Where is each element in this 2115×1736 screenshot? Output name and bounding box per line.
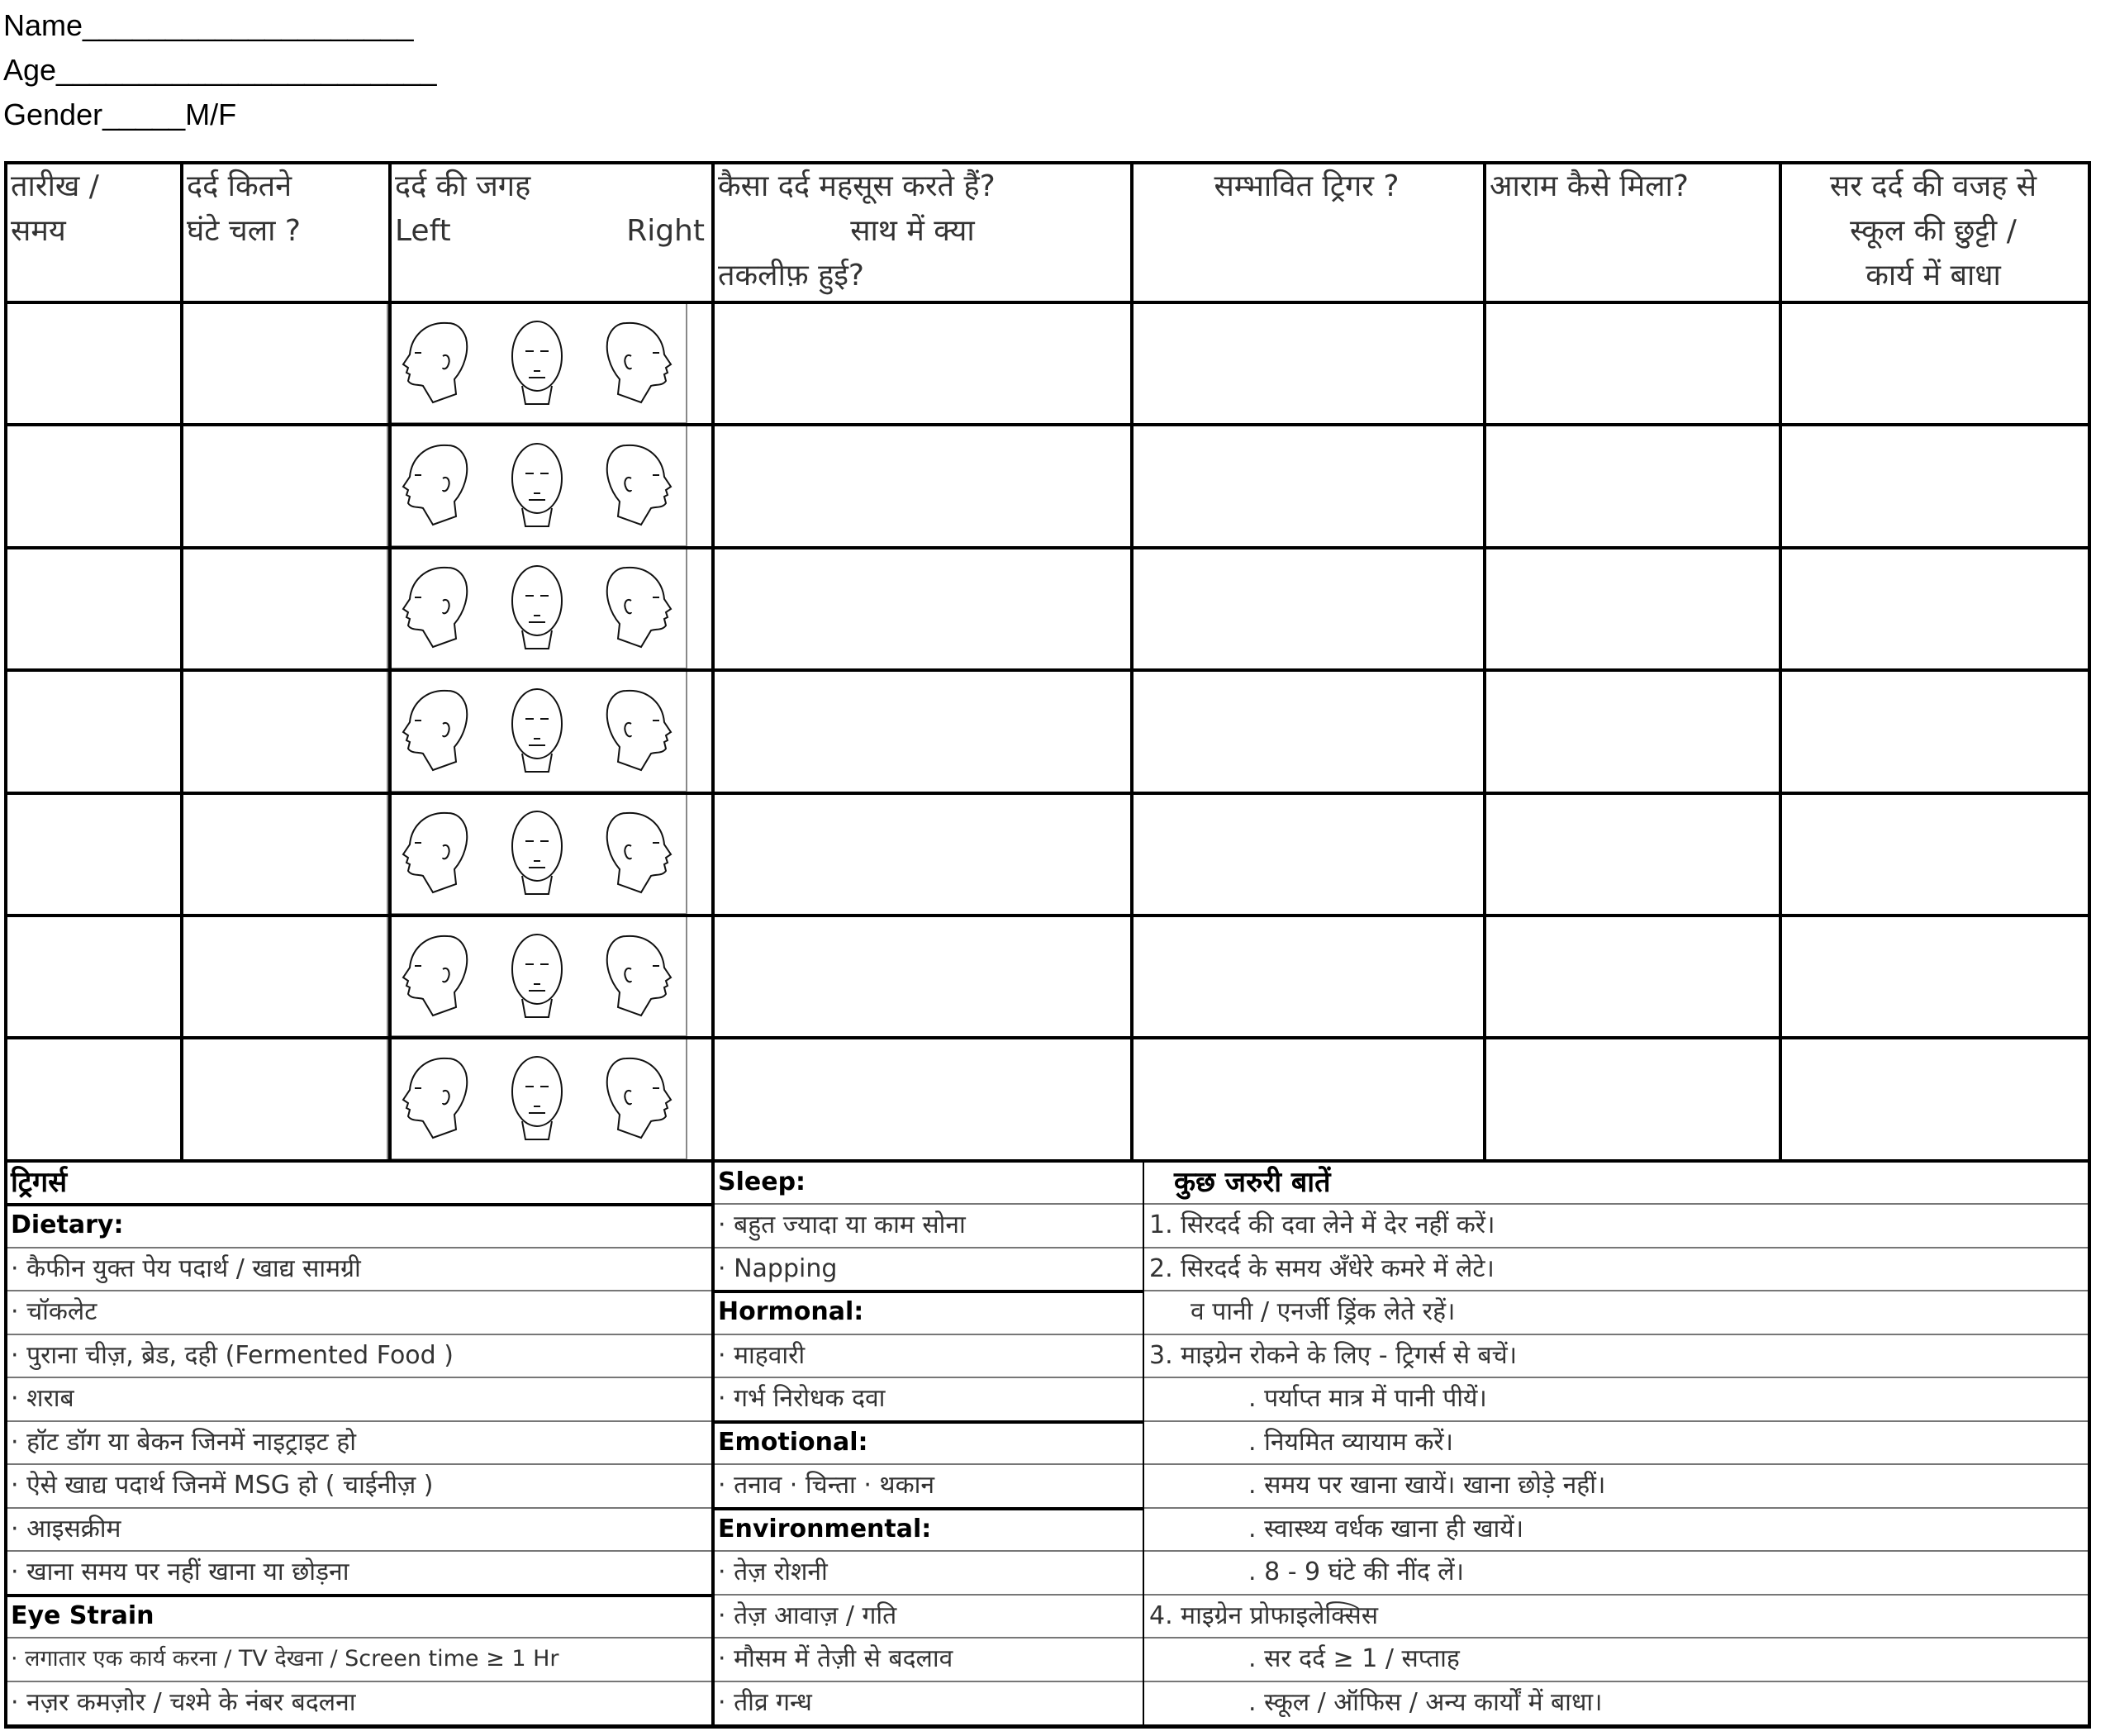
- row-divider: [1143, 1507, 2088, 1509]
- row-divider: [711, 1290, 1143, 1293]
- trigger-item: · हॉट डॉग या बेकन जिनमें नाइट्राइट हो: [11, 1427, 357, 1457]
- column-divider: [388, 161, 392, 1161]
- row-divider: [711, 1203, 1143, 1205]
- entry-cell-date-time[interactable]: [4, 1036, 180, 1158]
- row-divider: [1143, 1334, 2088, 1335]
- header-line: दर्द कितने: [187, 169, 292, 203]
- row-divider: [711, 1681, 1143, 1682]
- patient-fields: [3, 3, 437, 137]
- entry-cell-absence[interactable]: [1779, 301, 2088, 423]
- entry-cell-relief[interactable]: [1483, 301, 1779, 423]
- entry-cell-relief[interactable]: [1483, 546, 1779, 668]
- header-pain-type: [711, 163, 1130, 302]
- entry-cell-duration[interactable]: [180, 546, 388, 668]
- entry-cell-triggers[interactable]: [1130, 1036, 1483, 1158]
- row-divider: [711, 1594, 1143, 1596]
- head-diagram[interactable]: [387, 423, 687, 546]
- entry-cell-date-time[interactable]: [4, 423, 180, 545]
- important-note-item: . समय पर खाना खायें। खाना छोड़े नहीं।: [1248, 1471, 1606, 1501]
- row-divider: [4, 1594, 711, 1597]
- row-divider: [1143, 1247, 2088, 1248]
- row-divider: [4, 792, 2090, 795]
- important-note-item: . स्कूल / ऑफिस / अन्य कार्यों में बाधा।: [1248, 1687, 1603, 1717]
- trigger-category-heading: Sleep:: [718, 1168, 806, 1196]
- name-field[interactable]: Name____________________: [3, 8, 414, 42]
- column-divider: [2088, 1159, 2091, 1729]
- trigger-item: · तेज़ आवाज़ / गति: [718, 1600, 897, 1630]
- row-divider: [4, 1290, 711, 1291]
- important-notes-title: कुछ जरुरी बातें: [1174, 1166, 1331, 1199]
- important-note-item: व पानी / एनर्जी ड्रिंक लेते रहें।: [1191, 1297, 1456, 1327]
- entry-cell-date-time[interactable]: [4, 668, 180, 791]
- important-note-item: 1. सिरदर्द की दवा लेने में देर नहीं करें।: [1149, 1210, 1495, 1240]
- trigger-category-heading: Environmental:: [718, 1514, 932, 1543]
- trigger-item: · लगातार एक कार्य करना / TV देखना / Screen time ≥ 1 Hr: [11, 1646, 559, 1672]
- row-divider: [4, 1334, 711, 1335]
- head-diagram[interactable]: [387, 301, 687, 424]
- entry-cell-triggers[interactable]: [1130, 668, 1483, 791]
- row-divider: [4, 1550, 711, 1552]
- entry-cell-relief[interactable]: [1483, 914, 1779, 1036]
- header-line: तकलीफ़ हुई?: [718, 259, 864, 293]
- triggers-title: ट्रिगर्स: [11, 1166, 68, 1199]
- head-front-icon[interactable]: [496, 926, 578, 1025]
- head-right-profile-icon[interactable]: [595, 313, 677, 412]
- entry-cell-pain-type[interactable]: [711, 301, 1130, 423]
- row-divider: [711, 1463, 1143, 1465]
- header-line: सर दर्द की वजह से: [1829, 169, 2037, 203]
- row-divider: [4, 1463, 711, 1465]
- head-diagram[interactable]: [387, 1036, 687, 1159]
- header-line: घंटे चला ?: [187, 214, 302, 248]
- column-divider: [1143, 1159, 1144, 1729]
- row-divider: [4, 423, 2090, 426]
- header-triggers: [1130, 163, 1483, 302]
- entry-cell-relief[interactable]: [1483, 1036, 1779, 1158]
- column-divider: [2088, 161, 2091, 1161]
- entry-cell-absence[interactable]: [1779, 668, 2088, 791]
- trigger-item: · बहुत ज्यादा या काम सोना: [718, 1210, 966, 1240]
- head-front-icon[interactable]: [496, 558, 578, 657]
- head-right-profile-icon[interactable]: [595, 1049, 677, 1148]
- row-divider: [4, 546, 2090, 549]
- head-diagram[interactable]: [387, 914, 687, 1037]
- column-divider: [180, 161, 183, 1161]
- row-divider: [4, 1681, 711, 1682]
- row-divider: [1143, 1637, 2088, 1638]
- entry-cell-date-time[interactable]: [4, 792, 180, 914]
- important-note-item: 4. माइग्रेन प्रोफाइलेक्सिस: [1149, 1600, 1379, 1630]
- row-divider: [4, 1507, 711, 1509]
- header-line: साथ में क्या: [718, 214, 975, 248]
- row-divider: [4, 1377, 711, 1378]
- entry-cell-triggers[interactable]: [1130, 914, 1483, 1036]
- row-divider: [4, 1247, 711, 1248]
- entry-cell-absence[interactable]: [1779, 546, 2088, 668]
- column-divider: [1130, 161, 1134, 1161]
- row-divider: [4, 1420, 711, 1422]
- trigger-item: · तीव्र गन्ध: [718, 1687, 812, 1717]
- table-border: [4, 161, 2090, 164]
- entry-cell-date-time[interactable]: [4, 301, 180, 423]
- head-left-profile-icon[interactable]: [397, 313, 479, 412]
- head-left-profile-icon[interactable]: [397, 435, 479, 535]
- head-left-profile-icon[interactable]: [397, 926, 479, 1025]
- row-divider: [1143, 1290, 2088, 1291]
- header-divider: [4, 301, 2090, 304]
- column-divider: [1779, 161, 1782, 1161]
- header-line: समय: [11, 214, 66, 248]
- header-date-time: [4, 163, 180, 302]
- entry-cell-pain-type[interactable]: [711, 423, 1130, 545]
- row-divider: [4, 1203, 711, 1206]
- trigger-category-heading: Emotional:: [718, 1427, 868, 1457]
- entry-cell-duration[interactable]: [180, 914, 388, 1036]
- entry-cell-relief[interactable]: [1483, 423, 1779, 545]
- important-note-item: . सर दर्द ≥ 1 / सप्ताह: [1248, 1644, 1460, 1674]
- head-left-profile-icon[interactable]: [397, 1049, 479, 1148]
- row-divider: [4, 914, 2090, 917]
- head-diagram[interactable]: [387, 546, 687, 669]
- head-right-profile-icon[interactable]: [595, 681, 677, 780]
- header-line: दर्द की जगह: [395, 169, 531, 203]
- head-diagram[interactable]: [387, 792, 687, 915]
- row-divider: [1143, 1463, 2088, 1465]
- entry-cell-pain-type[interactable]: [711, 1036, 1130, 1158]
- row-divider: [711, 1334, 1143, 1335]
- column-divider: [711, 161, 715, 1161]
- head-front-icon[interactable]: [496, 681, 578, 780]
- trigger-item: · पुराना चीज़, ब्रेड, दही (Fermented Food ): [11, 1340, 454, 1370]
- age-field[interactable]: Age_______________________: [3, 53, 437, 87]
- trigger-item: · कैफीन युक्त पेय पदार्थ / खाद्य सामग्री: [11, 1253, 361, 1283]
- entry-cell-relief[interactable]: [1483, 668, 1779, 791]
- row-divider: [711, 1507, 1143, 1510]
- row-divider: [711, 1377, 1143, 1378]
- entry-cell-triggers[interactable]: [1130, 546, 1483, 668]
- entry-cell-duration[interactable]: [180, 301, 388, 423]
- row-divider: [4, 668, 2090, 672]
- important-note-item: 3. माइग्रेन रोकने के लिए - ट्रिगर्स से बचें।: [1149, 1340, 1518, 1370]
- entry-cell-duration[interactable]: [180, 1036, 388, 1158]
- entry-cell-absence[interactable]: [1779, 423, 2088, 545]
- trigger-item: · तनाव · चिन्ता · थकान: [718, 1471, 935, 1501]
- row-divider: [711, 1550, 1143, 1552]
- column-divider: [4, 161, 7, 1161]
- header-line: तारीख /: [11, 169, 99, 203]
- trigger-item: · ऐसे खाद्य पदार्थ जिनमें MSG हो ( चाईनीज़ ): [11, 1471, 434, 1501]
- entry-cell-date-time[interactable]: [4, 546, 180, 668]
- head-diagram[interactable]: [387, 668, 687, 792]
- row-divider: [711, 1247, 1143, 1248]
- header-line: कार्य में बाधा: [1865, 259, 2001, 293]
- trigger-item: · नज़र कमज़ोर / चश्मे के नंबर बदलना: [11, 1687, 356, 1717]
- trigger-item: · खाना समय पर नहीं खाना या छोड़ना: [11, 1558, 349, 1587]
- entry-cell-absence[interactable]: [1779, 914, 2088, 1036]
- trigger-item: · गर्भ निरोधक दवा: [718, 1384, 886, 1414]
- entry-cell-triggers[interactable]: [1130, 792, 1483, 914]
- trigger-category-heading: Dietary:: [11, 1210, 124, 1240]
- head-right-profile-icon[interactable]: [595, 558, 677, 657]
- header-line: सम्भावित ट्रिगर ?: [1214, 169, 1400, 203]
- head-left-profile-icon[interactable]: [397, 558, 479, 657]
- header-absence: [1779, 163, 2088, 302]
- trigger-category-heading: Eye Strain: [11, 1600, 154, 1630]
- header-line: स्कूल की छुट्टी /: [1850, 214, 2017, 248]
- row-divider: [1143, 1420, 2088, 1422]
- row-divider: [711, 1637, 1143, 1638]
- header-line: आराम कैसे मिला?: [1490, 169, 1689, 203]
- entry-cell-pain-type[interactable]: [711, 792, 1130, 914]
- head-right-profile-icon[interactable]: [595, 926, 677, 1025]
- entry-cell-pain-type[interactable]: [711, 914, 1130, 1036]
- trigger-item: · माहवारी: [718, 1340, 806, 1370]
- entry-cell-duration[interactable]: [180, 423, 388, 545]
- important-note-item: . 8 - 9 घंटे की नींद लें।: [1248, 1558, 1465, 1587]
- head-right-profile-icon[interactable]: [595, 803, 677, 902]
- header-location: [388, 163, 711, 302]
- trigger-item: · Napping: [718, 1253, 838, 1283]
- important-note-item: . नियमित व्यायाम करें।: [1248, 1427, 1453, 1457]
- row-divider: [1143, 1594, 2088, 1596]
- head-left-profile-icon[interactable]: [397, 803, 479, 902]
- header-duration: [180, 163, 388, 302]
- head-right-profile-icon[interactable]: [595, 435, 677, 535]
- entry-cell-date-time[interactable]: [4, 914, 180, 1036]
- head-front-icon[interactable]: [496, 435, 578, 535]
- head-front-icon[interactable]: [496, 313, 578, 412]
- entry-cell-duration[interactable]: [180, 668, 388, 791]
- column-divider: [4, 1159, 7, 1729]
- trigger-category-heading: Hormonal:: [718, 1297, 864, 1327]
- trigger-item: · तेज़ रोशनी: [718, 1558, 828, 1587]
- row-divider: [1143, 1550, 2088, 1552]
- row-divider: [4, 1036, 2090, 1039]
- entry-cell-duration[interactable]: [180, 792, 388, 914]
- important-note-item: . पर्याप्त मात्र में पानी पीयें।: [1248, 1384, 1487, 1414]
- row-divider: [1143, 1203, 2088, 1205]
- head-front-icon[interactable]: [496, 803, 578, 902]
- head-left-profile-icon[interactable]: [397, 681, 479, 780]
- table-border: [4, 1724, 2090, 1729]
- row-divider: [4, 1637, 711, 1638]
- entry-cell-triggers[interactable]: [1130, 301, 1483, 423]
- left-label: Left: [395, 214, 451, 248]
- important-note-item: . स्वास्थ्य वर्धक खाना ही खायें।: [1248, 1514, 1524, 1543]
- entry-cell-relief[interactable]: [1483, 792, 1779, 914]
- right-label: Right: [626, 214, 705, 248]
- head-front-icon[interactable]: [496, 1049, 578, 1148]
- trigger-item: · आइसक्रीम: [11, 1514, 121, 1543]
- column-divider: [711, 1159, 715, 1729]
- trigger-item: · मौसम में तेज़ी से बदलाव: [718, 1644, 953, 1674]
- gender-field[interactable]: Gender_____M/F: [3, 98, 237, 131]
- entry-cell-triggers[interactable]: [1130, 423, 1483, 545]
- trigger-item: · चॉकलेट: [11, 1297, 97, 1327]
- entry-cell-pain-type[interactable]: [711, 668, 1130, 791]
- row-divider: [711, 1420, 1143, 1424]
- trigger-item: · शराब: [11, 1384, 74, 1414]
- row-divider: [1143, 1681, 2088, 1682]
- header-line: कैसा दर्द महसूस करते हैं?: [718, 169, 996, 203]
- entry-cell-absence[interactable]: [1779, 1036, 2088, 1158]
- row-divider: [1143, 1377, 2088, 1378]
- entry-cell-pain-type[interactable]: [711, 546, 1130, 668]
- entry-cell-absence[interactable]: [1779, 792, 2088, 914]
- column-divider: [1483, 161, 1486, 1161]
- important-note-item: 2. सिरदर्द के समय अँधेरे कमरे में लेटे।: [1149, 1253, 1495, 1283]
- header-relief: [1483, 163, 1779, 302]
